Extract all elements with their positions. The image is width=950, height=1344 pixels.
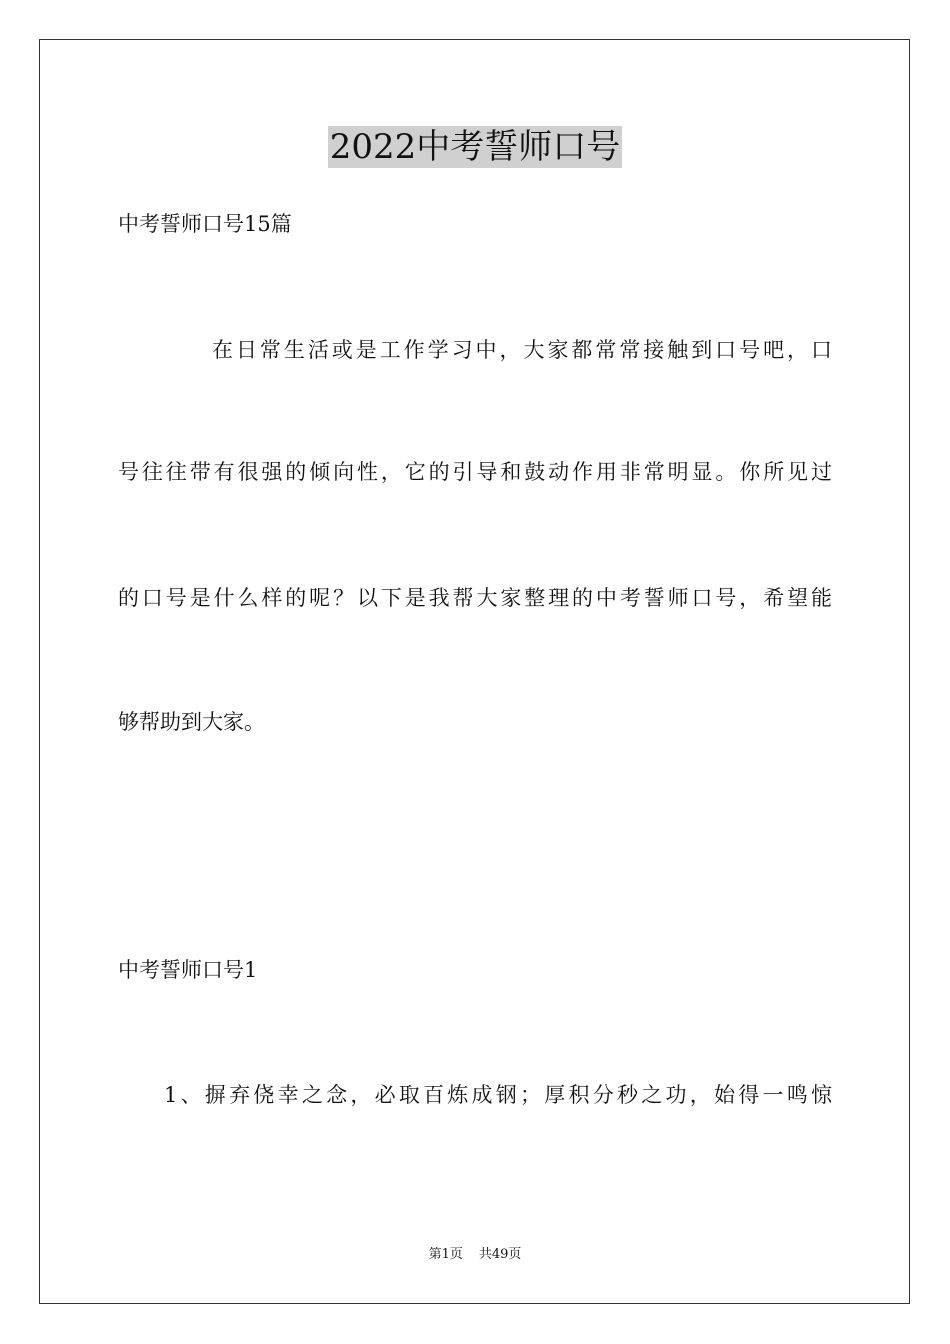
intro-line-4: 够帮助到大家。 <box>118 710 265 734</box>
document-subtitle: 中考誓师口号15篇 <box>118 212 292 236</box>
item-line-1: 1、摒弃侥幸之念，必取百炼成钢；厚积分秒之功，始得一鸣惊 <box>164 1083 832 1107</box>
document-title: 2022中考誓师口号 <box>329 127 621 167</box>
page-footer <box>0 1246 950 1264</box>
page-total: 共49页 <box>478 1247 522 1262</box>
title-container <box>0 126 950 168</box>
intro-line-3: 的口号是什么样的呢？以下是我帮大家整理的中考誓师口号，希望能 <box>118 586 832 610</box>
page-number: 第1页 <box>428 1247 463 1262</box>
intro-line-1: 在日常生活或是工作学习中，大家都常常接触到口号吧，口 <box>212 338 832 362</box>
section-heading: 中考誓师口号1 <box>118 958 258 982</box>
intro-line-2: 号往往带有很强的倾向性，它的引导和鼓动作用非常明显。你所见过 <box>118 460 832 484</box>
